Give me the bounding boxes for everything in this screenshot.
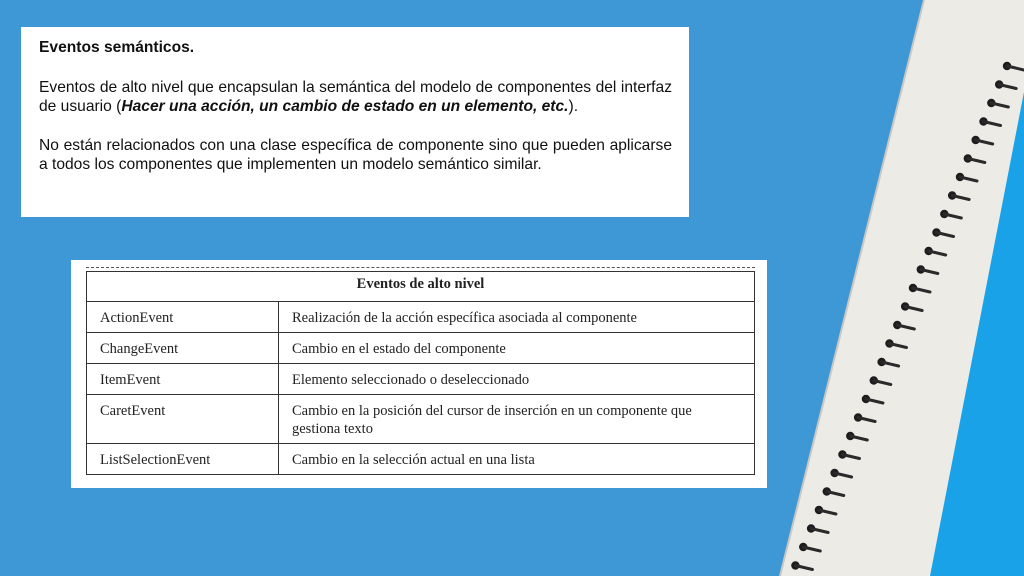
paragraph-component-independence: No están relacionados con una clase específica de componente sino que pueden aplicarse a todos los componentes que implementen un modelo semántico similar. bbox=[39, 136, 672, 173]
event-name-cell: ItemEvent bbox=[87, 364, 279, 395]
table-row bbox=[87, 364, 755, 395]
paragraph-high-level-events bbox=[39, 78, 672, 117]
event-description-cell: Cambio en la posición del cursor de inserción en un componente que gestiona texto bbox=[279, 395, 755, 444]
events-table-box bbox=[71, 260, 767, 488]
table-row bbox=[87, 444, 755, 475]
semantic-events-text-box bbox=[21, 27, 689, 217]
event-name-cell: CaretEvent bbox=[87, 395, 279, 444]
paragraph-1-post: ). bbox=[568, 98, 579, 115]
table-header: Eventos de alto nivel bbox=[87, 272, 755, 302]
event-description-cell: Cambio en la selección actual en una lista bbox=[279, 444, 755, 475]
event-description-cell: Elemento seleccionado o deseleccionado bbox=[279, 364, 755, 395]
table-row bbox=[87, 333, 755, 364]
high-level-events-table bbox=[86, 271, 755, 475]
event-name-cell: ListSelectionEvent bbox=[87, 444, 279, 475]
event-description-cell: Realización de la acción específica asociada al componente bbox=[279, 302, 755, 333]
event-description-cell: Cambio en el estado del componente bbox=[279, 333, 755, 364]
section-heading: Eventos semánticos. bbox=[39, 39, 195, 56]
table-row bbox=[87, 395, 755, 444]
paragraph-1-emphasis: Hacer una acción, un cambio de estado en un elemento, etc. bbox=[121, 98, 569, 115]
event-name-cell: ChangeEvent bbox=[87, 333, 279, 364]
table-row bbox=[87, 302, 755, 333]
event-name-cell: ActionEvent bbox=[87, 302, 279, 333]
paragraph-1-pre: Eventos de alto nivel que encapsulan la semántica del modelo de componentes del interfaz de usuario ( bbox=[39, 78, 672, 115]
